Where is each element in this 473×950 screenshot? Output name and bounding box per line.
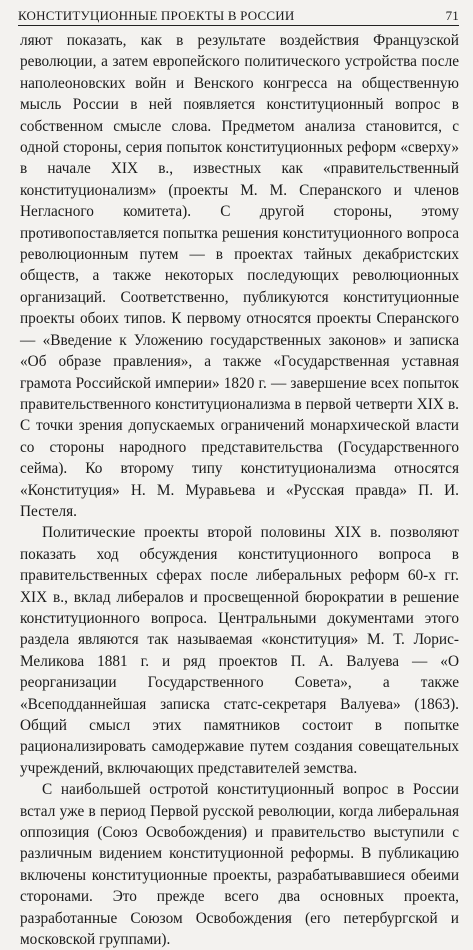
paragraph-2: Политические проекты второй половины XIX в. позволяют показать ход обсуждения конституционного вопроса в правительственных сферах после либеральных реформ 60-х гг. XIX в., вклад либералов и просвещенной бюрократии в решение конституционного вопроса. Центральными документами этого раздела являются так называемая «конституция» М. Т. Лорис-Меликова 1881 г. и ряд проектов П. А. Валуева — «О реорганизации Государственного Совета», а также «Всеподданнейшая записка статс-секретаря Валуева» (1863). Общий смысл этих памятников состоит в попытке рационализировать самодержавие путем создания совещательных учреждений, включающих представителей земства. (20, 524, 459, 777)
paragraph-1: ляют показать, как в результате воздействия Французской революции, а затем европейского политического устройства после наполеоновских войн и Венского конгресса на общественную мысль России в ней появляется конституционный вопрос в собственном смысле слова. Предметом анализа становится, с одной стороны, серия попыток конституционных реформ «сверху» в начале XIX в., известных как «правительственный конституционализм» (проекты М. М. Сперанского и членов Негласного комитета). С другой стороны, этому противопоставляется попытка решения конституционного вопроса революционным путем — в проектах тайных декабристских обществ, а также некоторых последующих революционных организаций. Соответственно, публикуются конституционные проекты обоих типов. К первому относятся проекты Сперанского — «Введение к Уложению государственных законов» и записка «Об образе правления», а также «Государственная уставная грамота Российской империи» 1820 г. — завершение всех попыток правительственного конституционализма в первой четверти XIX в. С точки зрения допускаемых ограничений монархической власти со стороны народного представительства (Государственного сейма). Ко второму типу конституционализма относятся «Конституция» Н. М. Муравьева и «Русская правда» П. И. Пестеля. (20, 32, 459, 520)
running-head (18, 4, 459, 24)
running-title: КОНСТИТУЦИОННЫЕ ПРОЕКТЫ В РОССИИ (18, 8, 295, 23)
paragraph-3: С наибольшей остротой конституционный вопрос в России встал уже в период Первой русской революции, когда либеральная оппозиция (Союз Освобождения) и правительство выступили с различным видением конституционной реформы. В публикацию включены конституционные проекты, разрабатывавшиеся обеими сторонами. Это прежде всего два основных проекта, разработанные Союзом Освобождения (его петербургской и московской группами). (20, 781, 459, 949)
body-text (20, 30, 459, 950)
header-rule (18, 25, 459, 26)
page-number: 71 (445, 8, 459, 23)
